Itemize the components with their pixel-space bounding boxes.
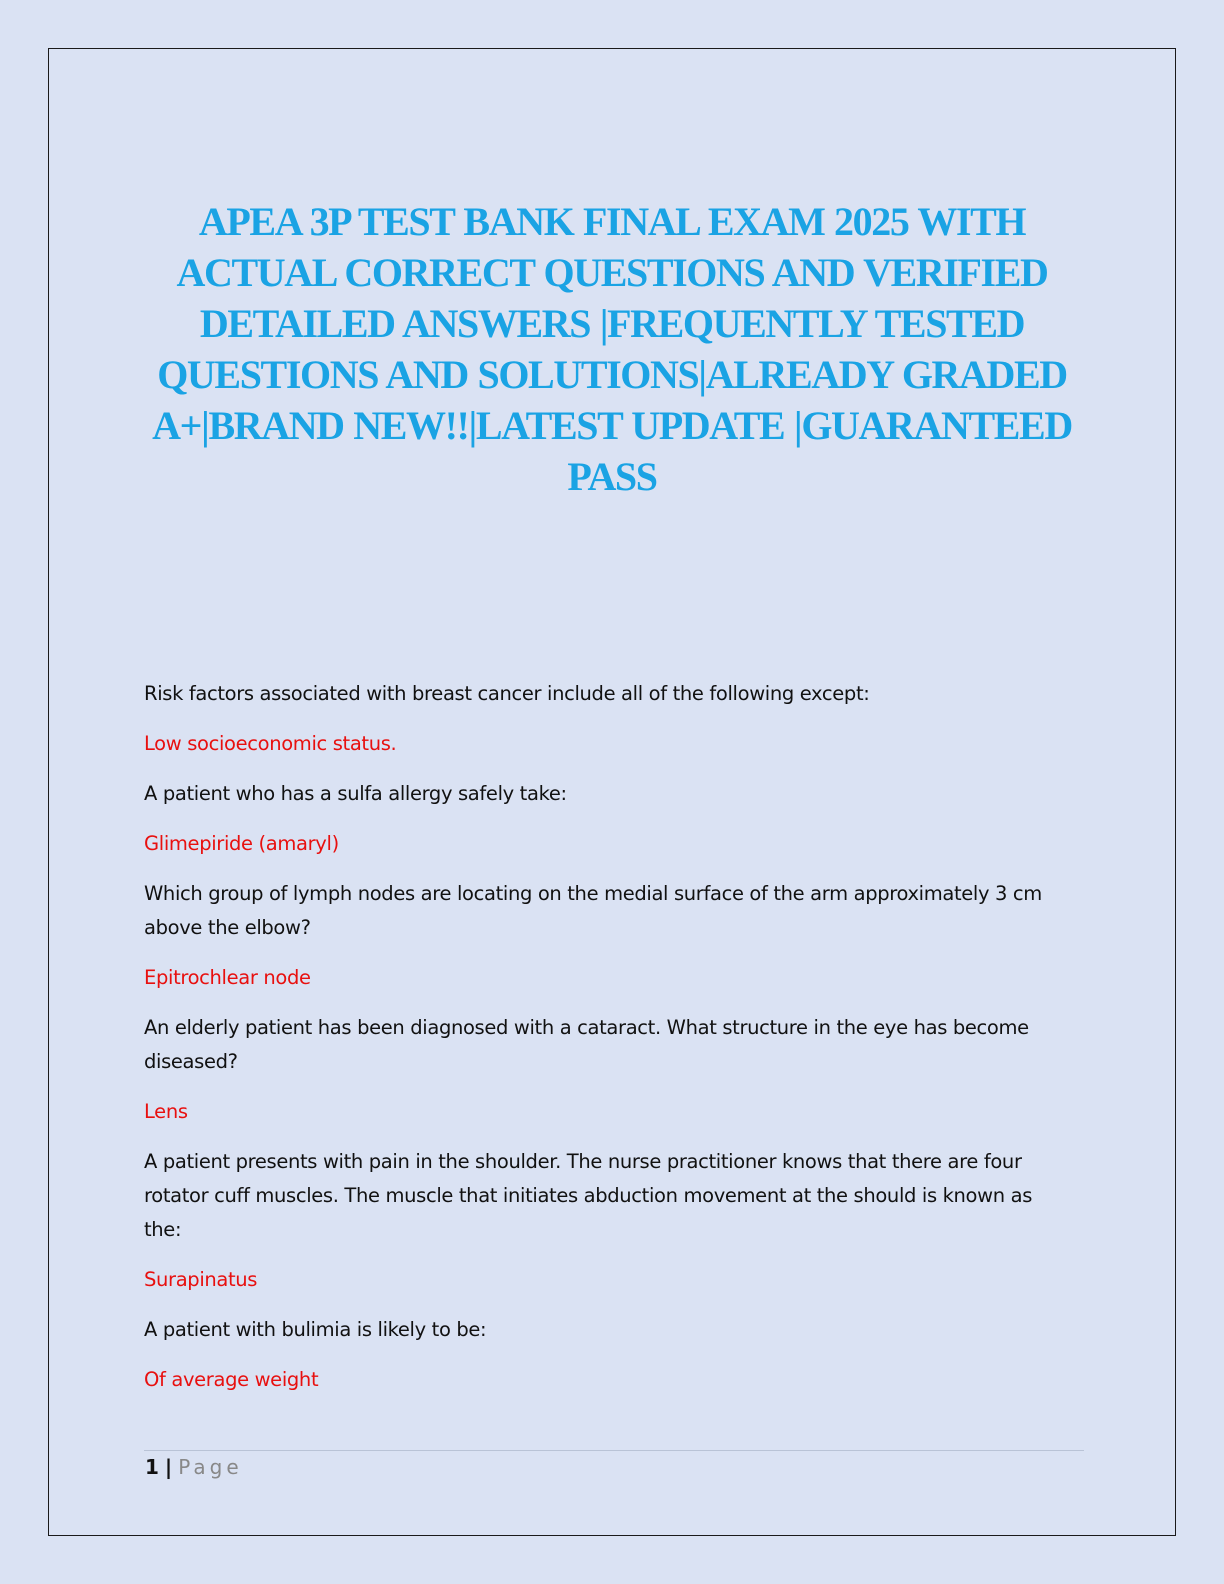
footer-divider bbox=[144, 1450, 1084, 1451]
question-2: A patient who has a sulfa allergy safely take: bbox=[144, 782, 567, 805]
answer-2: Glimepiride (amaryl) bbox=[144, 832, 339, 855]
question-3: Which group of lymph nodes are locating on the medial surface of the arm approximately 3 cm above the elbow? bbox=[144, 882, 1042, 939]
page-footer bbox=[145, 1454, 243, 1480]
question-4: An elderly patient has been diagnosed with a cataract. What structure in the eye has become diseased? bbox=[144, 1016, 1029, 1073]
answer-3: Epitrochlear node bbox=[144, 966, 311, 989]
document-title: APEA 3P TEST BANK FINAL EXAM 2025 WITH ACTUAL CORRECT QUESTIONS AND VERIFIED DETAILED ANSWERS |FREQUENTLY TESTED QUESTIONS AND SOLUTIONS|ALREADY GRADED A+|BRAND NEW!!|LATEST UPDATE |GUARANTEED PASS bbox=[152, 199, 1072, 499]
question-1: Risk factors associated with breast cancer include all of the following except: bbox=[144, 682, 870, 705]
qa-list bbox=[144, 677, 1074, 1413]
answer-5: Surapinatus bbox=[144, 1268, 258, 1291]
answer-1: Low socioeconomic status. bbox=[144, 732, 397, 755]
page-number: 1 bbox=[145, 1455, 159, 1479]
question-6: A patient with bulimia is likely to be: bbox=[144, 1318, 487, 1341]
page-label: Page bbox=[178, 1455, 243, 1479]
answer-4: Lens bbox=[144, 1100, 188, 1123]
footer-separator: | bbox=[164, 1455, 173, 1479]
answer-6: Of average weight bbox=[144, 1368, 319, 1391]
question-5: A patient presents with pain in the shoulder. The nurse practitioner knows that there are four rotator cuff muscles. The muscle that initiates abduction movement at the should is known as the: bbox=[144, 1150, 1033, 1241]
